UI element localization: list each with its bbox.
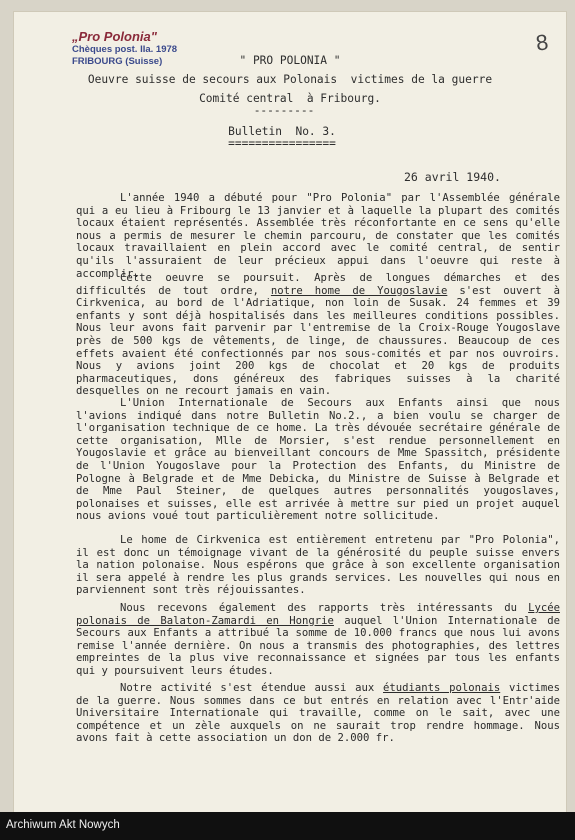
paragraph-6-text-b: victimes de la guerre. Nous sommes dans ce but entrés en relation avec l'Entr'aide Universitaire Internationale qui travaille, comme on le sait, avec une compétence et un zèle auxquels on ne saurait trop rendre hommage. Nous avons fait à cette association un don de 2.000 fr. [76,682,560,745]
stamp-name: „Pro Polonia" [72,29,157,44]
paragraph-6-text-a: Notre activité s'est étendue aussi aux [120,682,384,694]
underlined-phrase-etudiants: étudiants polonais [383,682,501,694]
paragraph-3: L'Union Internationale de Secours aux Enfants ainsi que nous l'avions indiqué dans notre Bulletin No.2., a bien voulu se charger de l'organisation technique de ce home. La très dévouée secrétaire générale de cette organisation, Mlle de Morsier, s'est rendue personnellement en Yougoslavie et grâce au bienveillant concours de Mme Spassitch, présidente de l'Union Yougoslave pour la Protection des Enfants, du Ministre de Pologne à Belgrade et de Mme Debicka, du Ministre de Suisse à Belgrade et de Mme Paul Steiner, de quelques autres personnalités yougoslaves, polonaises et suisses, elle est arrivée à mettre sur pied un projet auquel nous avions voué tout particulièrement notre sollicitude. [76,397,560,523]
rule-short: --------- [253,104,315,117]
paragraph-1: L'année 1940 a débuté pour "Pro Polonia" par l'Assemblée générale qui a eu lieu à Fribourg le 13 janvier et à laquelle la plupart des comités locaux étaient représentés. Assemblée très réconfortante en ce sens qu'elle nous a permis de mesurer le chemin parcouru, de constater que les comités locaux travaillaient en plein accord avec le comité central, de sentir qu'ils l'assuraient de leur précieux appui dans l'oeuvre qui reste à accomplir. [76,192,560,280]
doc-committee: Comité central à Fribourg. [199,92,381,105]
archive-name: Archiwum Akt Nowych [6,819,120,831]
archive-footer-bar [0,812,575,840]
underlined-phrase-yougoslavie: notre home de Yougoslavie [270,284,448,297]
paragraph-2-text-a: Cette oeuvre se poursuit. Après de longues démarches et des difficultés de tout ordre, [76,272,560,297]
paragraph-5-text-b: auquel l'Union Internationale de Secours aux Enfants a attribué la somme de 10.000 francs que nous lui avons remise l'année dernière. On nous a transmis des photographies, des lettres empreintes de la plus vive reconnaissance et signées par tous les enfants qui y poursuivent leurs études. [76,614,560,677]
bulletin-title: Bulletin No. 3. [228,125,336,138]
rule-double: ================ [228,137,336,150]
paragraph-2-text-b: s'est ouvert à Cirkvenica, au bord de l'Adriatique, non loin de Susak. 24 femmes et 39 enfants y sont déjà hospitalisés dans les meilleures conditions possibles. Nous leur avons fait parvenir par l'entremise de la Croix-Rouge Yougoslave près de 500 kgs de vêtements, de linge, de chaussures. Beaucoup de ces effets avaient été confectionnés par nos sous-comités et par nos ouvroirs. Nous y avions joint 200 kgs de chocolat et 20 kgs de produits pharmaceutiques, dons généreux des fabriques suisses à la charité desquelles on ne recourt jamais en vain. [76,284,560,398]
paragraph-2 [76,272,560,398]
handwritten-page-number: 8 [534,29,550,56]
stamp-city: FRIBOURG (Suisse) [72,56,163,67]
doc-title: " PRO POLONIA " [239,54,341,67]
document-page [14,12,566,812]
paragraph-5-text-a: Nous recevons également des rapports très intéressants du [120,602,529,614]
underlined-phrase-lycee: Lycée polonais de Balaton-Zamardi en Hongrie [76,602,560,627]
doc-date: 26 avril 1940. [404,170,501,184]
paragraph-6 [76,682,560,745]
paragraph-5 [76,602,560,678]
doc-subtitle: Oeuvre suisse de secours aux Polonais victimes de la guerre [87,73,493,86]
paragraph-4: Le home de Cirkvenica est entièrement entretenu par "Pro Polonia", il est donc un témoignage vivant de la générosité du peuple suisse envers la nation polonaise. Nous espérons que grâce à son excellente organisation il sera appelé à rendre les plus grands services. Les nouvelles qui nous en parviennent sont très réjouissantes. [76,534,560,597]
stamp-account: Chèques post. IIa. 1978 [72,44,178,55]
